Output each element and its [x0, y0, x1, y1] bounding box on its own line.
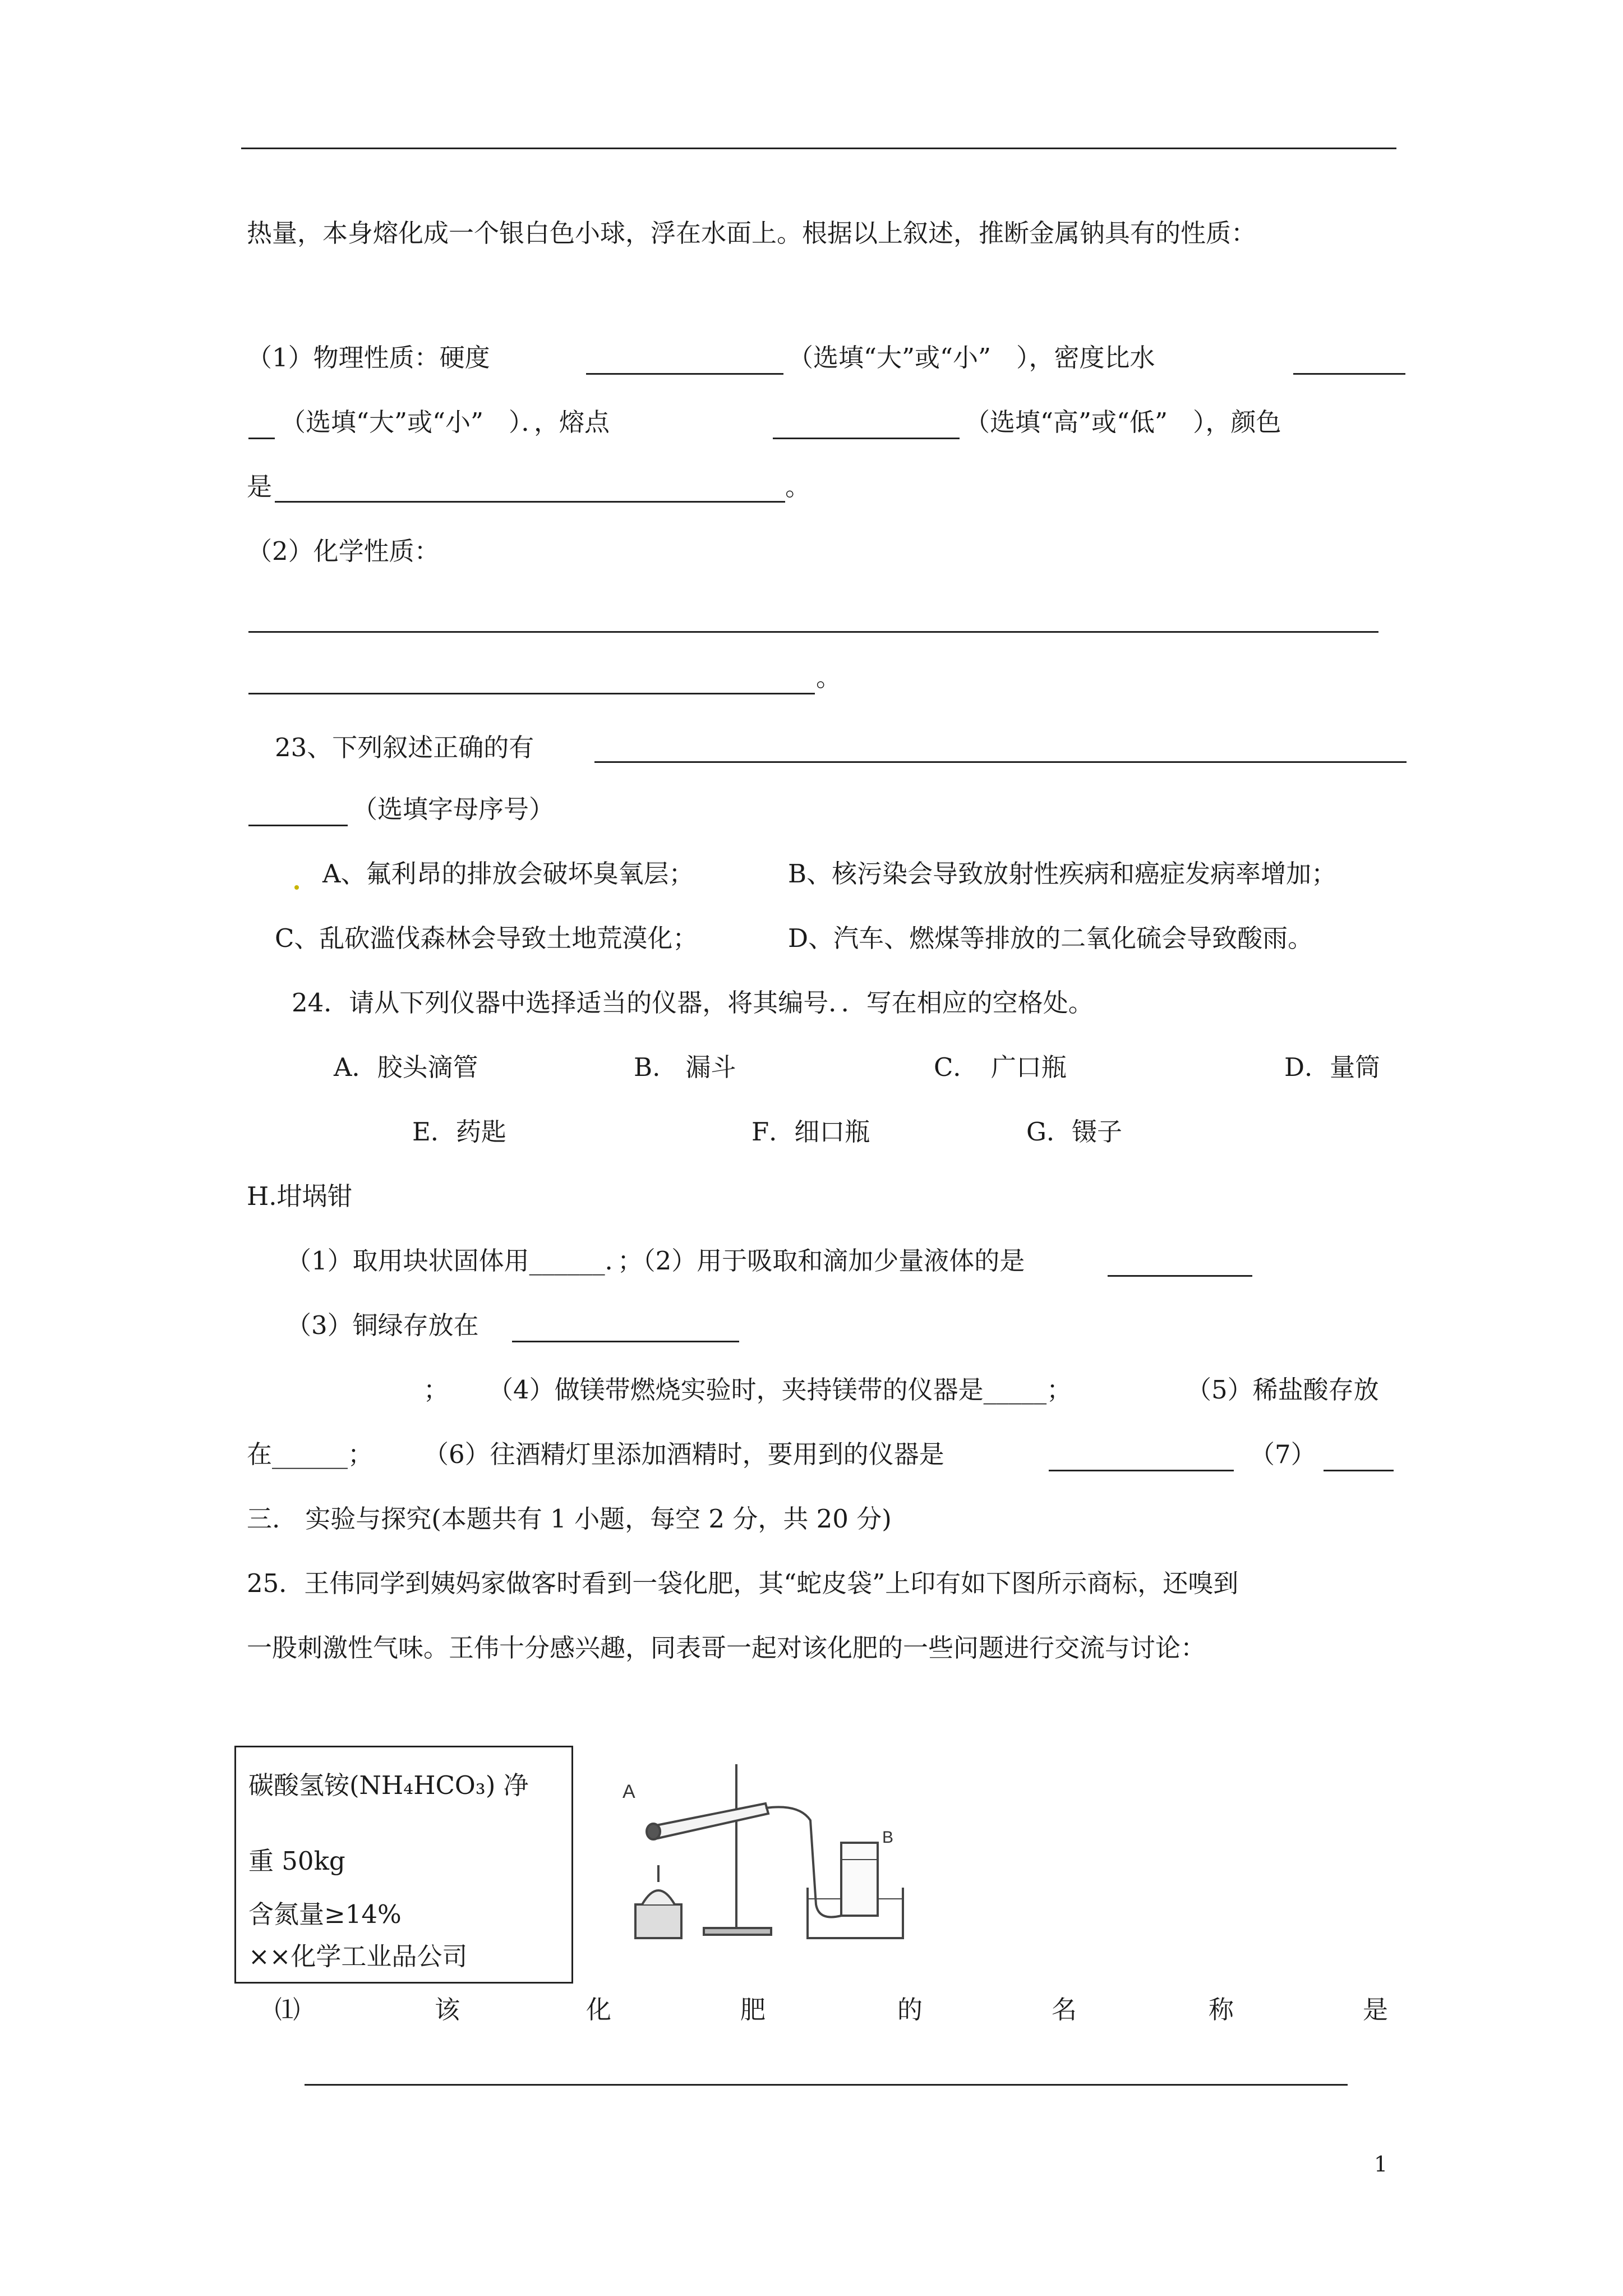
answer-blank[interactable] — [305, 2084, 1348, 2086]
answer-blank[interactable] — [773, 438, 960, 439]
figure-label-b: B — [882, 1828, 894, 1847]
page-number: 1 — [1374, 2152, 1388, 2177]
text-line: 的 — [897, 1995, 923, 2024]
text-line: 化 — [586, 1995, 612, 2024]
answer-blank[interactable] — [248, 825, 348, 826]
label-line: 含氮量≥14% — [248, 1899, 402, 1929]
instrument-option: D．量筒 — [1284, 1052, 1381, 1082]
answer-blank[interactable] — [248, 693, 815, 694]
option-text: D、汽车、燃煤等排放的二氧化硫会导致酸雨。 — [788, 923, 1313, 953]
answer-blank[interactable] — [1049, 1470, 1234, 1471]
figure-label-a: A — [623, 1781, 635, 1802]
instrument-option: F．细口瓶 — [751, 1117, 870, 1147]
text-line: 25．王伟同学到姨妈家做客时看到一袋化肥，其“蛇皮袋”上印有如下图所示商标，还嗅到 — [247, 1568, 1239, 1598]
instrument-option: H.坩埚钳 — [247, 1181, 353, 1211]
instrument-option: C． 广口瓶 — [934, 1052, 1067, 1082]
header-rule — [241, 148, 1396, 149]
text-line: （1）取用块状固体用______．；（2）用于吸取和滴加少量液体的是 — [286, 1246, 1025, 1276]
text-line: （2）化学性质： — [247, 536, 440, 566]
option-text: C、乱砍滥伐森林会导致土地荒漠化； — [275, 923, 698, 953]
text-line: 名 — [1052, 1995, 1077, 2024]
answer-blank[interactable] — [248, 631, 1378, 633]
text-line: 是 — [247, 472, 273, 501]
instrument-option: E．药匙 — [412, 1117, 506, 1147]
text-line: 肥 — [740, 1995, 766, 2024]
instrument-option: B. 漏斗 — [634, 1052, 736, 1082]
label-line: ××化学工业品公司 — [248, 1941, 468, 1971]
option-text: A、氟利昂的排放会破坏臭氧层； — [322, 859, 694, 889]
answer-blank[interactable] — [586, 373, 783, 375]
answer-blank[interactable] — [275, 501, 785, 503]
text-line: （1）物理性质：硬度 — [247, 343, 490, 372]
text-line: 24．请从下列仪器中选择适当的仪器，将其编号．．写在相应的空格处。 — [292, 988, 1094, 1018]
option-text: B、核污染会导致放射性疾病和癌症发病率增加； — [788, 859, 1337, 889]
text-line: 。 — [785, 472, 811, 501]
answer-blank[interactable] — [248, 438, 275, 439]
text-line: 该 — [435, 1995, 460, 2024]
text-line: （选填“大”或“小” ）．，熔点 — [280, 407, 610, 437]
text-line: （选填“大”或“小” ），密度比水 — [788, 343, 1155, 372]
text-line: 热量，本身熔化成一个银白色小球，浮在水面上。根据以上叙述，推断金属钠具有的性质： — [247, 218, 1257, 248]
text-line: 称 — [1209, 1995, 1234, 2024]
text-line: 是 — [1363, 1995, 1389, 2024]
text-line: 23、下列叙述正确的有 — [275, 733, 534, 762]
apparatus-figure — [620, 1742, 911, 1949]
instrument-option: A．胶头滴管 — [334, 1052, 478, 1082]
fertilizer-label — [234, 1746, 573, 1984]
answer-blank[interactable] — [1324, 1470, 1394, 1471]
text-line: 在______； — [247, 1439, 374, 1469]
text-line: （选填“高”或“低” ），颜色 — [965, 407, 1281, 437]
text-line: 一股刺激性气味。王伟十分感兴趣，同表哥一起对该化肥的一些问题进行交流与讨论： — [247, 1633, 1206, 1663]
text-line: ⑴ — [275, 1995, 301, 2024]
answer-blank[interactable] — [594, 761, 1407, 763]
text-line: 。 — [816, 662, 842, 692]
section-heading: 三. 实验与探究(本题共有 1 小题，每空 2 分，共 20 分) — [247, 1504, 892, 1534]
text-line: （3）铜绿存放在 — [286, 1310, 479, 1340]
decorative-dot — [294, 885, 299, 890]
answer-blank[interactable] — [1108, 1275, 1252, 1277]
text-line: （7） — [1249, 1439, 1316, 1469]
text-line: ； — [423, 1375, 449, 1405]
label-line: 碳酸氢铵(NH₄HCO₃) 净 — [248, 1770, 529, 1800]
instrument-option: G．镊子 — [1026, 1117, 1122, 1147]
text-line: （5）稀盐酸存放 — [1186, 1375, 1379, 1405]
label-line: 重 50kg — [248, 1846, 345, 1876]
answer-blank[interactable] — [1293, 373, 1405, 375]
text-line: （6）往酒精灯里添加酒精时，要用到的仪器是 — [423, 1439, 944, 1469]
text-line: （选填字母序号） — [352, 794, 555, 824]
text-line: （4）做镁带燃烧实验时，夹持镁带的仪器是_____； — [488, 1375, 1072, 1405]
answer-blank[interactable] — [512, 1341, 739, 1342]
